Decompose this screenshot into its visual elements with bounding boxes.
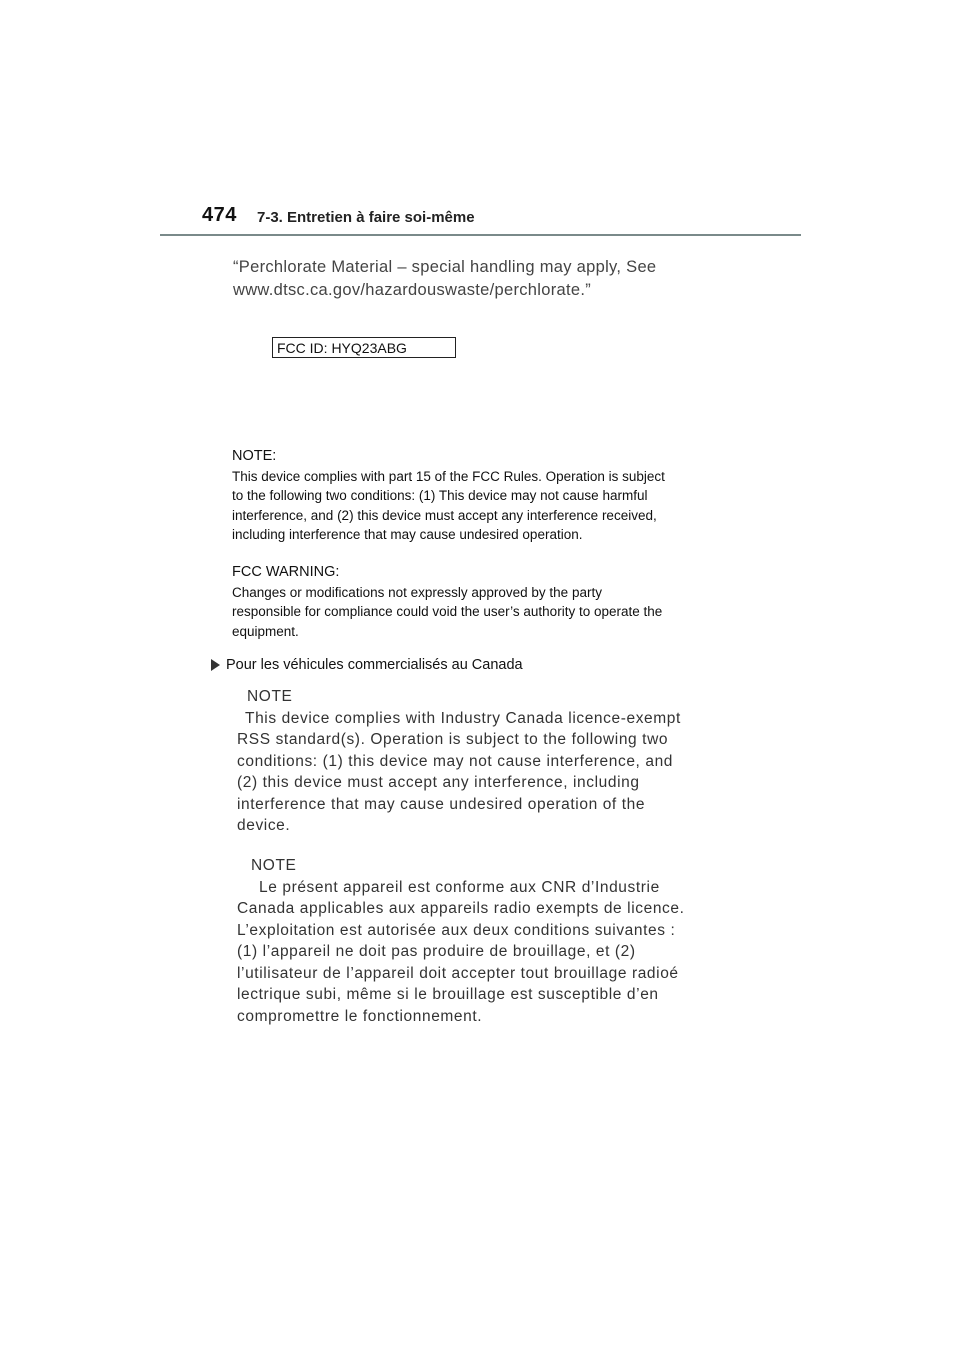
- fcc-note: [232, 447, 752, 545]
- canada-heading-text: Pour les véhicules commercialisés au Canada: [226, 657, 523, 673]
- fcc-warning-line: Changes or modifications not expressly approved by the party: [232, 584, 602, 600]
- fcc-id-label: FCC ID: HYQ23ABG: [272, 337, 456, 358]
- page-number: 474: [202, 204, 237, 226]
- canada-note-fr-line: Canada applicables aux appareils radio exempts de licence.: [237, 900, 685, 917]
- canada-note-fr-line: l’utilisateur de l’appareil doit accepter tout brouillage radioé: [237, 964, 679, 982]
- canada-section-heading: [211, 657, 523, 673]
- fcc-note-line: This device complies with part 15 of the FCC Rules. Operation is subject: [232, 468, 665, 484]
- perchlorate-line-2: www.dtsc.ca.gov/hazardouswaste/perchlorate.”: [233, 281, 592, 299]
- fcc-warning-heading: FCC WARNING:: [232, 564, 340, 580]
- fcc-warning-line: equipment.: [232, 623, 299, 639]
- canada-note-english: [237, 686, 737, 837]
- fcc-note-line: including interference that may cause undesired operation.: [232, 527, 583, 542]
- section-title: 7-3. Entretien à faire soi-même: [257, 209, 475, 226]
- canada-note-en-line: conditions: (1) this device may not cause interference, and: [237, 752, 674, 770]
- canada-note-en-line: device.: [237, 817, 291, 834]
- header-divider: [160, 234, 801, 236]
- canada-note-en-heading: NOTE: [247, 688, 293, 705]
- canada-note-en-line: interference that may cause undesired operation of the: [237, 795, 646, 813]
- canada-note-fr-line: (1) l’appareil ne doit pas produire de brouillage, et (2): [237, 943, 636, 960]
- canada-note-en-line: This device complies with Industry Canada licence-exempt: [245, 709, 681, 727]
- fcc-note-line: interference, and (2) this device must accept any interference received,: [232, 507, 657, 523]
- perchlorate-line-1: “Perchlorate Material – special handling may apply, See: [233, 258, 657, 276]
- canada-note-en-line: RSS standard(s). Operation is subject to the following two: [237, 731, 669, 748]
- canada-note-french: [237, 855, 737, 1027]
- fcc-warning: [232, 563, 752, 641]
- triangle-bullet-icon: [211, 659, 220, 671]
- canada-note-fr-heading: NOTE: [251, 857, 297, 874]
- canada-note-en-line: (2) this device must accept any interference, including: [237, 774, 640, 791]
- fcc-warning-line: responsible for compliance could void the user’s authority to operate the: [232, 604, 663, 619]
- fcc-note-line: to the following two conditions: (1) This device may not cause harmful: [232, 488, 648, 503]
- fcc-note-heading: NOTE:: [232, 448, 277, 464]
- canada-note-fr-line: L’exploitation est autorisée aux deux conditions suivantes :: [237, 921, 676, 939]
- perchlorate-notice: [233, 256, 753, 302]
- page-header: [160, 202, 800, 236]
- canada-note-fr-line: Le présent appareil est conforme aux CNR d’Industrie: [259, 878, 660, 896]
- canada-note-fr-line: compromettre le fonctionnement.: [237, 1007, 483, 1025]
- canada-note-fr-line: lectrique subi, même si le brouillage est susceptible d’en: [237, 986, 659, 1003]
